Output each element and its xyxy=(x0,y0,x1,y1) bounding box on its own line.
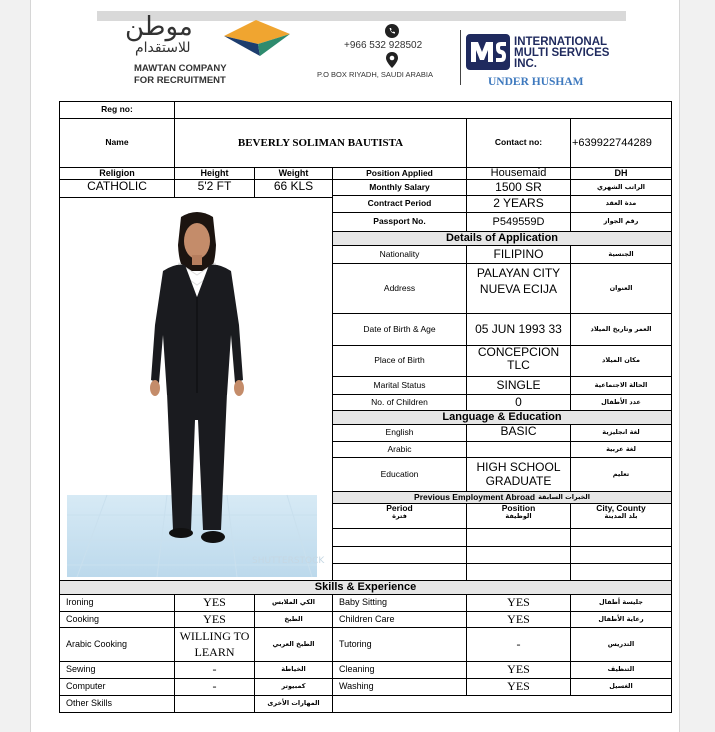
mawtan-logo-icon xyxy=(220,16,294,60)
skill-washing-label: Washing xyxy=(332,678,467,696)
arabic-label: Arabic xyxy=(332,441,467,458)
religion-value: CATHOLIC xyxy=(59,179,175,198)
details-section-title: Details of Application xyxy=(332,231,672,246)
education-value: HIGH SCHOOL GRADUATE xyxy=(466,457,571,492)
marital-label: Marital Status xyxy=(332,376,467,395)
ims-line2: MULTI SERVICES xyxy=(514,47,610,59)
employment-title-arabic: الخبرات السابقة xyxy=(538,492,590,501)
country-header-arabic: بلد المدينة xyxy=(604,512,638,521)
period-header-text: Period xyxy=(386,503,413,513)
passport-arabic: رقم الجواز xyxy=(570,212,672,232)
under-husham-label: UNDER HUSHAM xyxy=(488,76,584,88)
skill-other-value xyxy=(174,695,255,713)
skill-sewing-value: - xyxy=(174,661,255,679)
skill-arabic-cooking-value: WILLING TO LEARN xyxy=(174,627,255,662)
salary-label: Monthly Salary xyxy=(332,179,467,196)
nationality-value: FILIPINO xyxy=(466,245,571,264)
position-header-text: Position xyxy=(501,503,536,513)
skill-arabic-cooking-arabic: الطبخ العربي xyxy=(254,627,333,662)
marital-arabic: الحالة الاجتماعية xyxy=(570,376,672,395)
skill-other-blank xyxy=(332,695,672,713)
skill-ironing-value: YES xyxy=(174,594,255,612)
location-pin-icon xyxy=(385,52,399,68)
children-arabic: عدد الأطفال xyxy=(570,394,672,411)
skill-washing-arabic: الغسيل xyxy=(570,678,672,696)
birthplace-arabic: مكان الميلاد xyxy=(570,345,672,377)
skill-cooking-value: YES xyxy=(174,611,255,628)
reg-no-value xyxy=(174,101,672,119)
position-code: DH xyxy=(570,167,672,180)
skill-sewing-label: Sewing xyxy=(59,661,175,679)
language-section-title: Language & Education xyxy=(332,410,672,425)
employment-row-2-period xyxy=(332,546,467,564)
nationality-label: Nationality xyxy=(332,245,467,264)
contract-arabic: مدة العقد xyxy=(570,195,672,213)
position-label: Position Applied xyxy=(332,167,467,180)
english-label: English xyxy=(332,424,467,442)
passport-value: P549559D xyxy=(466,212,571,232)
skill-childcare-arabic: رعاية الأطفال xyxy=(570,611,672,628)
birthplace-value: CONCEPCION TLC xyxy=(466,345,571,377)
employment-row-3-position xyxy=(466,563,571,581)
dob-value: 05 JUN 1993 33 xyxy=(466,313,571,346)
skill-other-arabic: المهارات الأخرى xyxy=(254,695,333,713)
address-arabic: العنوان xyxy=(570,263,672,314)
skill-childcare-value: YES xyxy=(466,611,571,628)
photo-watermark: SHUTTERSTOCK xyxy=(252,556,325,566)
contact-number: +639922744289 xyxy=(570,118,672,168)
contract-value: 2 YEARS xyxy=(466,195,571,213)
country-header xyxy=(570,503,672,529)
position-header xyxy=(466,503,571,529)
arabic-logo-subtext: للاستقدام xyxy=(135,40,191,56)
company-line1: MAWTAN COMPANY xyxy=(134,63,227,74)
skill-babysitting-value: YES xyxy=(466,594,571,612)
skill-ironing-label: Ironing xyxy=(59,594,175,612)
skill-sewing-arabic: الخياطة xyxy=(254,661,333,679)
skill-arabic-cooking-label: Arabic Cooking xyxy=(59,627,175,662)
weight-label: Weight xyxy=(254,167,333,180)
height-value: 5'2 FT xyxy=(174,179,255,198)
passport-label: Passport No. xyxy=(332,212,467,232)
skill-cleaning-arabic: التنظيف xyxy=(570,661,672,679)
english-value: BASIC xyxy=(466,424,571,442)
ims-logo-icon xyxy=(466,34,510,70)
skill-cleaning-value: YES xyxy=(466,661,571,679)
employment-title: Previous Employment Abroad xyxy=(414,491,536,502)
skill-washing-value: YES xyxy=(466,678,571,696)
po-box-address: P.O BOX RIYADH, SAUDI ARABIA xyxy=(317,70,434,79)
dob-arabic: العمر وتاريخ الميلاد xyxy=(570,313,672,346)
position-header-arabic: الوظيفة xyxy=(505,512,532,521)
company-name xyxy=(134,63,227,87)
skill-tutoring-label: Tutoring xyxy=(332,627,467,662)
arabic-logo-text: موطن xyxy=(125,12,193,42)
ims-line3: INC. xyxy=(514,58,537,70)
contract-label: Contract Period xyxy=(332,195,467,213)
children-label: No. of Children xyxy=(332,394,467,411)
arabic-value xyxy=(466,441,571,458)
skill-other-label: Other Skills xyxy=(59,695,175,713)
skill-cooking-arabic: الطبخ xyxy=(254,611,333,628)
employment-row-1-period xyxy=(332,528,467,547)
ims-line1: INTERNATIONAL xyxy=(514,36,608,48)
dob-label: Date of Birth & Age xyxy=(332,313,467,346)
ims-company-name xyxy=(514,37,609,70)
education-label: Education xyxy=(332,457,467,492)
employment-row-3-period xyxy=(332,563,467,581)
position-value: Housemaid xyxy=(466,167,571,180)
employment-row-1-country xyxy=(570,528,672,547)
contact-label: Contact no: xyxy=(466,118,571,168)
skill-computer-value: - xyxy=(174,678,255,696)
country-header-text: City, County xyxy=(596,503,646,513)
weight-value: 66 KLS xyxy=(254,179,333,198)
skill-computer-arabic: كمبيوتر xyxy=(254,678,333,696)
marital-value: SINGLE xyxy=(466,376,571,395)
header-divider xyxy=(460,30,461,85)
skill-childcare-label: Children Care xyxy=(332,611,467,628)
skills-section-title: Skills & Experience xyxy=(59,580,672,595)
skill-cooking-label: Cooking xyxy=(59,611,175,628)
skill-cleaning-label: Cleaning xyxy=(332,661,467,679)
children-value: 0 xyxy=(466,394,571,411)
employment-row-2-position xyxy=(466,546,571,564)
height-label: Height xyxy=(174,167,255,180)
nationality-arabic: الجنسية xyxy=(570,245,672,264)
applicant-photo xyxy=(67,205,325,577)
education-arabic: تعليم xyxy=(570,457,672,492)
employment-row-2-country xyxy=(570,546,672,564)
salary-value: 1500 SR xyxy=(466,179,571,196)
skill-computer-label: Computer xyxy=(59,678,175,696)
employment-row-3-country xyxy=(570,563,672,581)
phone-icon xyxy=(385,24,399,38)
religion-label: Religion xyxy=(59,167,175,180)
reg-no-label: Reg no: xyxy=(59,101,175,119)
name-label: Name xyxy=(59,118,175,168)
employment-row-1-position xyxy=(466,528,571,547)
company-line2: FOR RECRUITMENT xyxy=(134,75,226,86)
skill-ironing-arabic: الكي الملابس xyxy=(254,594,333,612)
phone-number: +966 532 928502 xyxy=(344,40,423,51)
skill-tutoring-arabic: التدريس xyxy=(570,627,672,662)
period-header-arabic: فترة xyxy=(392,512,407,521)
english-arabic: لغة انجليزية xyxy=(570,424,672,442)
skill-babysitting-label: Baby Sitting xyxy=(332,594,467,612)
address-value: PALAYAN CITY NUEVA ECIJA xyxy=(466,263,571,314)
birthplace-label: Place of Birth xyxy=(332,345,467,377)
arabic-lang-arabic: لغة عربية xyxy=(570,441,672,458)
address-label: Address xyxy=(332,263,467,314)
skill-tutoring-value: - xyxy=(466,627,571,662)
skill-babysitting-arabic: جليسة أطفال xyxy=(570,594,672,612)
applicant-name: BEVERLY SOLIMAN BAUTISTA xyxy=(174,118,467,168)
period-header xyxy=(332,503,467,529)
salary-arabic: الراتب الشهري xyxy=(570,179,672,196)
